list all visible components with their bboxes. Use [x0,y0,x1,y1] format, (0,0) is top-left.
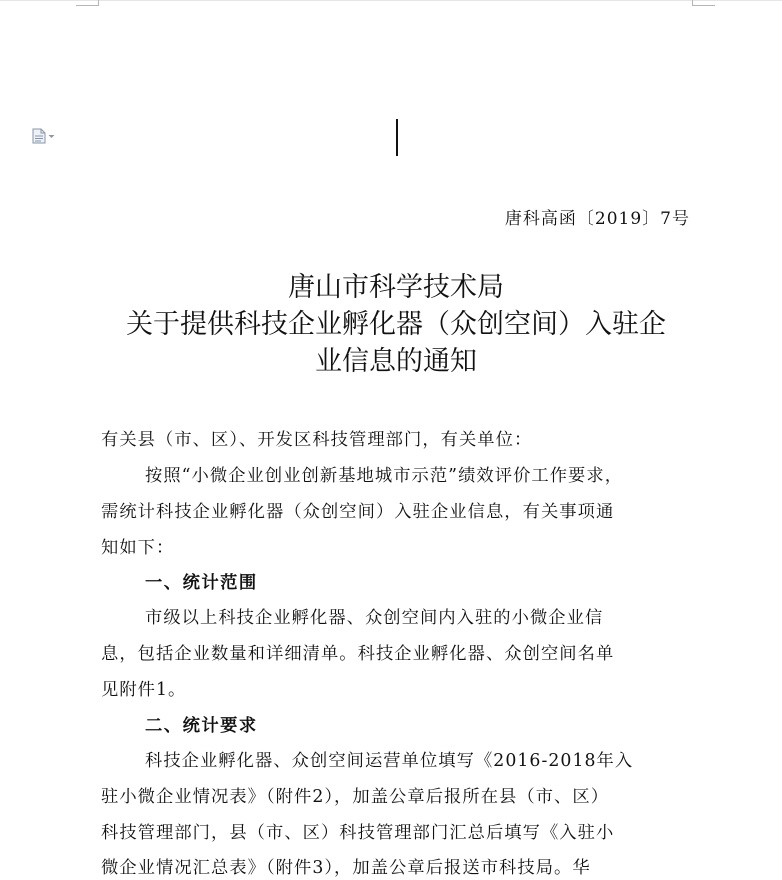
section-heading-requirements: 二、统计要求 [145,716,258,736]
body-line: 微企业情况汇总表》（附件3），加盖公章后报送市科技局。华 [101,858,591,878]
body-line: 需统计科技企业孵化器（众创空间）入驻企业信息，有关事项通 [101,502,615,522]
body-line: 驻小微企业情况表》（附件2），加盖公章后报所在县（市、区） [101,787,610,807]
paste-options-button[interactable] [32,128,60,144]
document-title-line-2: 关于提供科技企业孵化器（众创空间）入驻企 [126,309,666,340]
body-line: 知如下： [101,538,175,558]
document-title-line-1: 唐山市科学技术局 [288,272,504,303]
text-cursor [396,119,398,156]
body-line: 科技管理部门，县（市、区）科技管理部门汇总后填写《入驻小 [101,823,615,843]
body-line: 科技企业孵化器、众创空间运营单位填写《2016-2018年入 [145,751,634,771]
document-paste-icon [32,128,46,144]
page-top-edge [0,0,782,1]
document-title-line-3: 业信息的通知 [315,346,477,377]
body-line: 市级以上科技企业孵化器、众创空间内入驻的小微企业信 [145,608,604,628]
addressee: 有关县（市、区）、开发区科技管理部门，有关单位： [101,430,533,450]
chevron-down-icon [48,134,55,139]
crop-mark-right-h [693,5,715,6]
body-line: 见附件1。 [101,680,187,700]
crop-mark-left [98,0,99,6]
document-number: 唐科高函〔2019〕7号 [504,209,690,229]
body-line: 按照“小微企业创业创新基地城市示范”绩效评价工作要求， [145,466,624,486]
section-heading-scope: 一、统计范围 [145,573,258,593]
body-line: 息，包括企业数量和详细清单。科技企业孵化器、众创空间名单 [101,644,615,664]
crop-mark-left-h [76,5,98,6]
